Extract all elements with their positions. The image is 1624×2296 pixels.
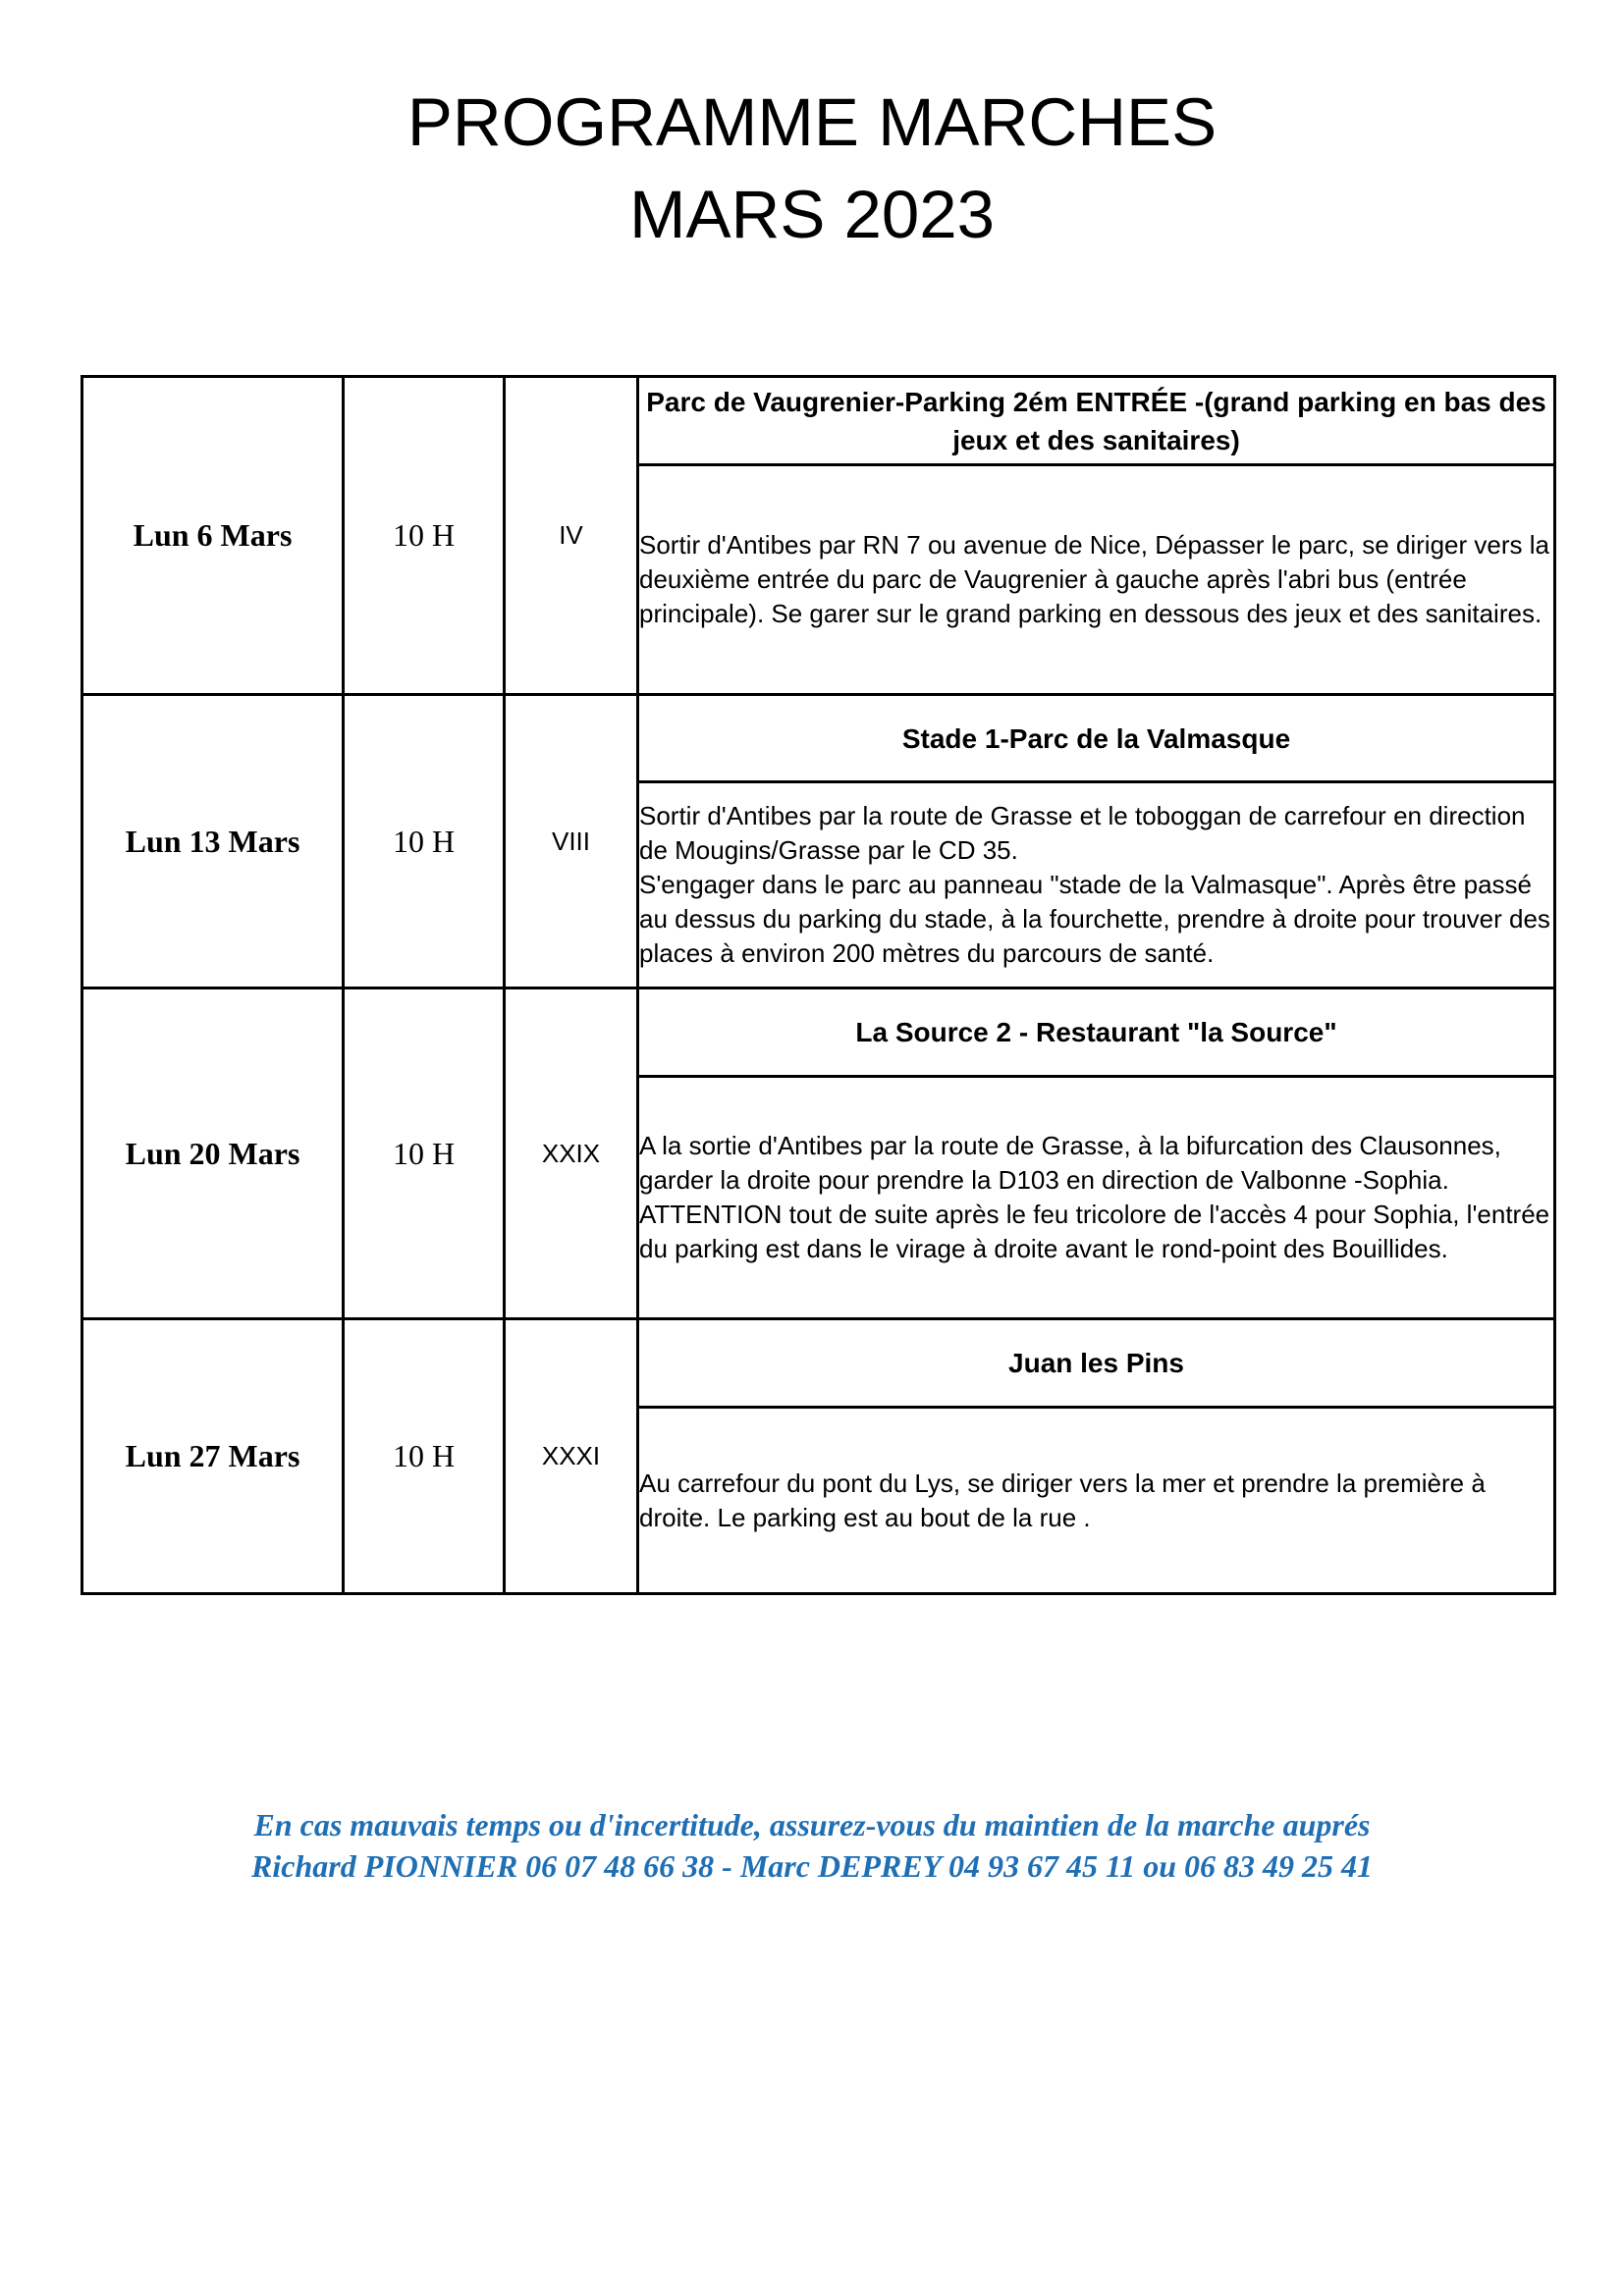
walk-day: Lun 13 Mars [82, 695, 344, 988]
walk-meeting-place: Stade 1-Parc de la Valmasque [638, 695, 1555, 782]
walk-number: VIII [505, 695, 638, 988]
walk-directions: A la sortie d'Antibes par la route de Grasse, à la bifurcation des Clausonnes, garder la droite pour prendre la D103 en direction de Valbonne -Sophia. ATTENTION tout de suite après le feu tricolore de l'accès 4 pour Sophia, l'entrée du parking est dans le virage à droite avant le rond-point des Bouillides. [638, 1077, 1555, 1319]
walk-schedule-table [81, 375, 1556, 1595]
walk-number: XXXI [505, 1319, 638, 1594]
walk-time: 10 H [344, 695, 505, 988]
schedule-row [82, 377, 1555, 465]
weather-notice [0, 1804, 1624, 1887]
walk-day: Lun 20 Mars [82, 988, 344, 1319]
title-line-1: PROGRAMME MARCHES [406, 84, 1218, 160]
schedule-row [82, 695, 1555, 782]
walk-directions: Sortir d'Antibes par la route de Grasse et le toboggan de carrefour en direction de Mougins/Grasse par le CD 35. S'engager dans le parc au panneau "stade de la Valmasque". Après être passé au dessus du parking du stade, à la fourchette, prendre à droite pour trouver des places à environ 200 mètres du parcours de santé. [638, 782, 1555, 988]
walk-meeting-place: Juan les Pins [638, 1319, 1555, 1408]
notice-line-1: En cas mauvais temps ou d'incertitude, assurez-vous du maintien de la marche auprés [253, 1807, 1371, 1842]
walk-time: 10 H [344, 988, 505, 1319]
walk-day: Lun 27 Mars [82, 1319, 344, 1594]
walk-time: 10 H [344, 1319, 505, 1594]
notice-line-2: Richard PIONNIER 06 07 48 66 38 - Marc DEPREY 04 93 67 45 11 ou 06 83 49 25 41 [251, 1848, 1373, 1884]
walk-time: 10 H [344, 377, 505, 695]
walk-day: Lun 6 Mars [82, 377, 344, 695]
walk-meeting-place: Parc de Vaugrenier-Parking 2ém ENTRÉE -(grand parking en bas des jeux et des sanitaires) [638, 377, 1555, 465]
walk-meeting-place: La Source 2 - Restaurant "la Source" [638, 988, 1555, 1077]
schedule-row [82, 988, 1555, 1077]
page-title [0, 80, 1624, 257]
walk-directions: Sortir d'Antibes par RN 7 ou avenue de Nice, Dépasser le parc, se diriger vers la deuxième entrée du parc de Vaugrenier à gauche après l'abri bus (entrée principale). Se garer sur le grand parking en dessous des jeux et des sanitaires. [638, 465, 1555, 695]
walk-directions: Au carrefour du pont du Lys, se diriger vers la mer et prendre la première à droite. Le parking est au bout de la rue . [638, 1408, 1555, 1594]
title-line-2: MARS 2023 [628, 177, 996, 252]
walk-number: IV [505, 377, 638, 695]
schedule-row [82, 1319, 1555, 1408]
walk-number: XXIX [505, 988, 638, 1319]
